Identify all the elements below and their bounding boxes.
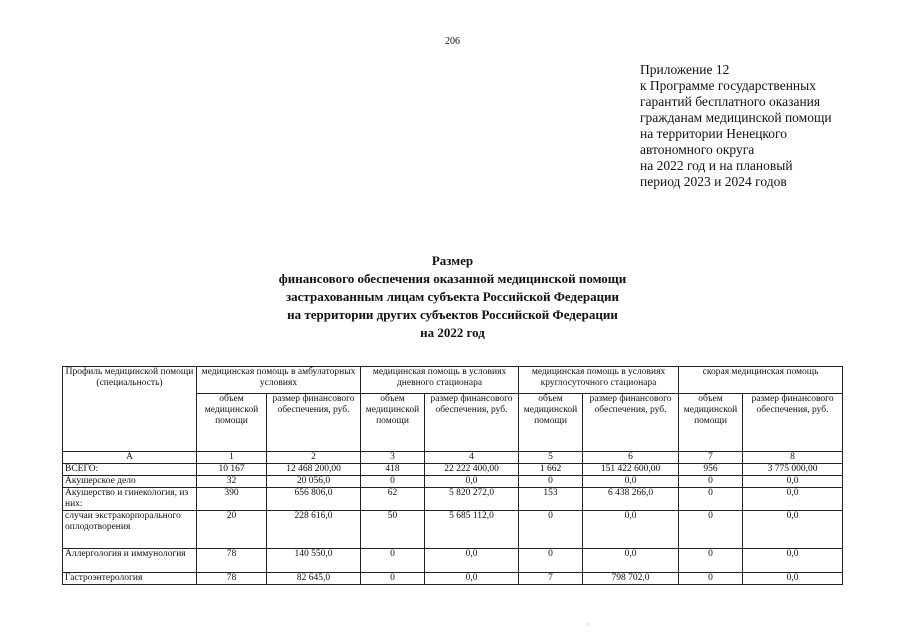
appendix-line: к Программе государственных [640, 78, 816, 93]
appendix-line: автономного округа [640, 142, 755, 157]
value-cell: 0,0 [743, 511, 843, 549]
value-cell: 22 222 400,00 [425, 464, 519, 476]
value-cell: 1 662 [519, 464, 583, 476]
index-cell: 8 [743, 452, 843, 464]
value-cell: 32 [197, 476, 267, 488]
value-cell: 390 [197, 488, 267, 511]
value-cell: 82 645,0 [267, 573, 361, 585]
value-cell: 0 [519, 511, 583, 549]
profile-column-header: Профиль медицинской помощи (специальность) [63, 367, 197, 452]
value-cell: 0 [519, 549, 583, 573]
value-cell: 0 [519, 476, 583, 488]
value-cell: 12 468 200,00 [267, 464, 361, 476]
index-cell: 7 [679, 452, 743, 464]
value-cell: 0 [361, 549, 425, 573]
group-header-ambulatory: медицинская помощь в амбулаторных условиях [197, 367, 361, 394]
title-line: на 2022 год [420, 325, 485, 340]
value-cell: 0,0 [425, 549, 519, 573]
page-number: 206 [445, 36, 460, 47]
subheader-volume: объем медицинской помощи [519, 394, 583, 452]
group-header-day-hospital: медицинская помощь в условиях дневного стационара [361, 367, 519, 394]
value-cell: 20 [197, 511, 267, 549]
value-cell: 10 167 [197, 464, 267, 476]
appendix-line: на территории Ненецкого [640, 126, 788, 141]
value-cell: 62 [361, 488, 425, 511]
index-cell: 1 [197, 452, 267, 464]
subheader-amount: размер финансового обеспечения, руб. [267, 394, 361, 452]
value-cell: 0,0 [743, 476, 843, 488]
index-cell: 3 [361, 452, 425, 464]
appendix-reference [640, 62, 880, 190]
value-cell: 0 [679, 573, 743, 585]
value-cell: 0 [361, 573, 425, 585]
table-row [63, 511, 843, 549]
value-cell: 151 422 600,00 [583, 464, 679, 476]
value-cell: 7 [519, 573, 583, 585]
table-row [63, 464, 843, 476]
header-row-groups [63, 367, 843, 394]
value-cell: 3 775 000,00 [743, 464, 843, 476]
value-cell: 0 [679, 549, 743, 573]
scan-artifact-mark: · [586, 620, 589, 629]
value-cell: 6 438 266,0 [583, 488, 679, 511]
value-cell: 20 056,0 [267, 476, 361, 488]
profile-cell: Аллергология и иммунология [63, 549, 197, 573]
profile-cell: Акушерство и гинекология, из них: [63, 488, 197, 511]
profile-cell: ВСЕГО: [63, 464, 197, 476]
value-cell: 153 [519, 488, 583, 511]
value-cell: 228 616,0 [267, 511, 361, 549]
subheader-volume: объем медицинской помощи [197, 394, 267, 452]
value-cell: 656 806,0 [267, 488, 361, 511]
profile-cell: Акушерское дело [63, 476, 197, 488]
appendix-line: Приложение 12 [640, 62, 730, 77]
value-cell: 5 685 112,0 [425, 511, 519, 549]
title-line: на территории других субъектов Российской Федерации [287, 307, 618, 322]
document-title [0, 252, 905, 342]
value-cell: 0,0 [583, 549, 679, 573]
value-cell: 50 [361, 511, 425, 549]
value-cell: 418 [361, 464, 425, 476]
financing-table [62, 366, 843, 585]
value-cell: 140 550,0 [267, 549, 361, 573]
subheader-amount: размер финансового обеспечения, руб. [743, 394, 843, 452]
table-row [63, 573, 843, 585]
appendix-line: гарантий бесплатного оказания [640, 94, 821, 109]
table-row [63, 476, 843, 488]
subheader-volume: объем медицинской помощи [679, 394, 743, 452]
table-row [63, 488, 843, 511]
value-cell: 0,0 [743, 488, 843, 511]
profile-cell: случаи экстракорпорального оплодотворения [63, 511, 197, 549]
index-cell: 2 [267, 452, 361, 464]
value-cell: 0 [679, 511, 743, 549]
appendix-line: период 2023 и 2024 годов [640, 174, 787, 189]
value-cell: 0,0 [425, 476, 519, 488]
value-cell: 78 [197, 549, 267, 573]
value-cell: 0,0 [743, 549, 843, 573]
value-cell: 0,0 [583, 476, 679, 488]
index-cell: 6 [583, 452, 679, 464]
table-row [63, 549, 843, 573]
value-cell: 0,0 [425, 573, 519, 585]
value-cell: 0 [361, 476, 425, 488]
subheader-volume: объем медицинской помощи [361, 394, 425, 452]
value-cell: 5 820 272,0 [425, 488, 519, 511]
index-cell: 5 [519, 452, 583, 464]
value-cell: 0 [679, 476, 743, 488]
index-cell: А [63, 452, 197, 464]
profile-cell: Гастроэнтерология [63, 573, 197, 585]
appendix-line: гражданам медицинской помощи [640, 110, 832, 125]
index-cell: 4 [425, 452, 519, 464]
group-header-inpatient: медицинская помощь в условиях круглосуточного стационара [519, 367, 679, 394]
title-line: финансового обеспечения оказанной медицинской помощи [278, 271, 627, 286]
value-cell: 798 702,0 [583, 573, 679, 585]
title-line: застрахованным лицам субъекта Российской Федерации [285, 289, 620, 304]
value-cell: 0,0 [743, 573, 843, 585]
subheader-amount: размер финансового обеспечения, руб. [583, 394, 679, 452]
title-line: Размер [431, 253, 474, 268]
column-index-row [63, 452, 843, 464]
value-cell: 0,0 [583, 511, 679, 549]
value-cell: 78 [197, 573, 267, 585]
appendix-line: на 2022 год и на плановый [640, 158, 793, 173]
value-cell: 956 [679, 464, 743, 476]
group-header-emergency: скорая медицинская помощь [679, 367, 843, 394]
value-cell: 0 [679, 488, 743, 511]
subheader-amount: размер финансового обеспечения, руб. [425, 394, 519, 452]
